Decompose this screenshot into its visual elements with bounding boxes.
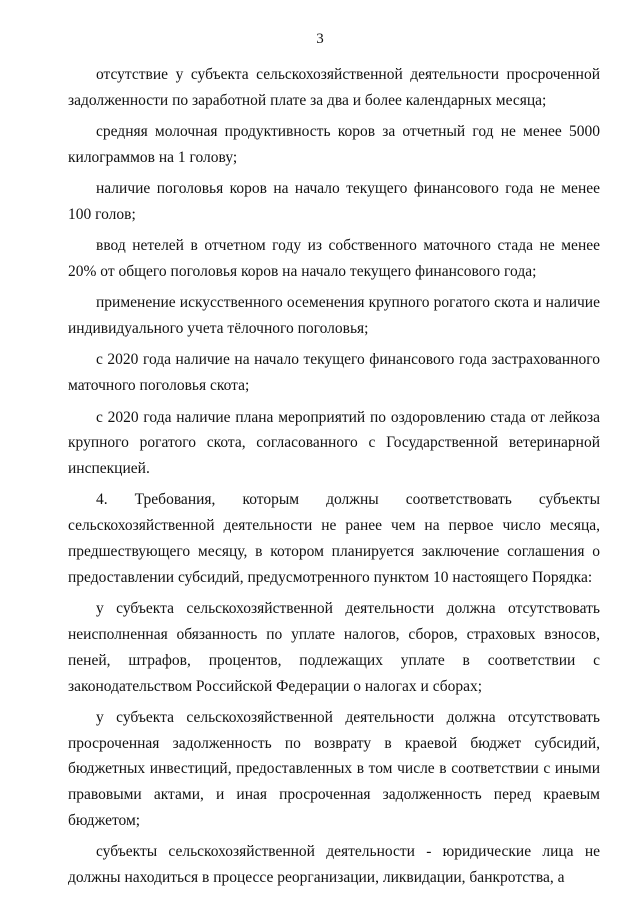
paragraph-milk-productivity: средняя молочная продуктивность коров за отчетный год не менее 5000 килограммов на 1 голову; [68, 123, 600, 166]
paragraph-no-tax-arrears: у субъекта сельскохозяйственной деятельности должна отсутствовать неисполненная обязанность по уплате налогов, сборов, страховых взносов, пеней, штрафов, процентов, подлежащих уплате в соответствии с законодательством Российской Федерации о налогах и сборах; [68, 600, 600, 695]
page-number: 3 [316, 31, 324, 47]
paragraph-heifer-introduction: ввод нетелей в отчетном году из собственного маточного стада не менее 20% от общего поголовья коров на начало текущего финансового года; [68, 237, 600, 281]
paragraph-section-4-requirements: 4. Требования, которым должны соответствовать субъекты сельскохозяйственной деятельности не ранее чем на первое число месяца, предшествующего месяцу, в котором планируется заключение соглашения о предоставлении субсидий, предусмотренного пунктом 10 настоящего Порядка: [68, 491, 600, 586]
paragraph-leukosis-plan: с 2020 года наличие плана мероприятий по оздоровлению стада от лейкоза крупного рогатого скота, согласованного с Государственной ветеринарной инспекцией. [68, 408, 600, 478]
paragraph-insured-livestock: с 2020 года наличие на начало текущего финансового года застрахованного маточного поголовья скота; [68, 351, 600, 395]
paragraph-artificial-insemination: применение искусственного осеменения крупного рогатого скота и наличие индивидуального учета тёлочного поголовья; [68, 294, 600, 338]
document-body [68, 62, 600, 896]
paragraph-no-budget-arrears: у субъекта сельскохозяйственной деятельности должна отсутствовать просроченная задолженность по возврату в краевой бюджет субсидий, бюджетных инвестиций, предоставленных в том числе в соответствии с иными правовыми актами, и иная просроченная задолженность перед краевым бюджетом; [68, 708, 600, 830]
paragraph-no-reorganization: субъекты сельскохозяйственной деятельности - юридические лица не должны находиться в процессе реорганизации, ликвидации, банкротства, а [68, 843, 600, 887]
paragraph-no-wage-arrears: отсутствие у субъекта сельскохозяйственной деятельности просроченной задолженности по заработной плате за два и более календарных месяца; [68, 66, 600, 109]
paragraph-cow-headcount: наличие поголовья коров на начало текущего финансового года не менее 100 голов; [68, 180, 600, 223]
